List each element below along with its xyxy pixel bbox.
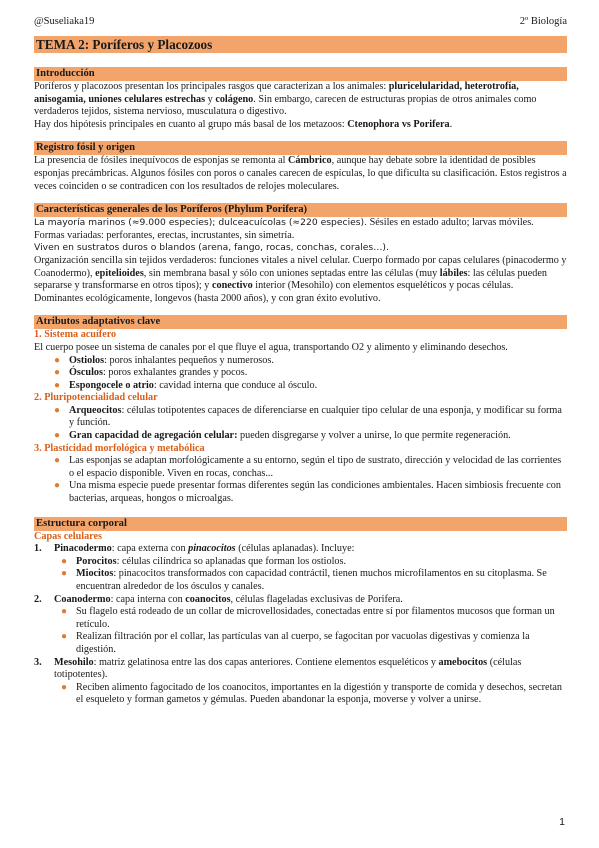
list-item-choanoderm: 2. Coanodermo: capa interna con coanocitos, células flageladas exclusivas de Porifera. ● Su flagelo está rodeado de un collar de microvellosidades, conectadas entre sí por filamentos mucosos que forman un retículo. ● Realizan filtración por el collar, las partículas van al cuerpo, se fagocitan por vacuolas digestivas y comienza la digestión. [34, 594, 567, 657]
section-heading-intro: Introducción [34, 67, 567, 81]
bullet-icon: ● [61, 681, 68, 693]
general-paragraph-organization: Organización sencilla sin tejidos verdaderos: funciones vitales a nivel celular. Cuerpo formado por capas celulares (pinacodermo y Coanodermo), epitelioides, sin membrana basal y sólo con uniones septadas entre las células (muy lábiles: las células pueden separarse y transformarse en otros tipos); y conectivo interior (Mesohilo) con elementos esqueléticos y pocas células. [34, 254, 567, 292]
list-item: ● Ostiolos: poros inhalantes pequeños y numerosos. [54, 354, 274, 366]
section-heading-body: Estructura corporal [34, 517, 567, 531]
bullet-icon: ● [54, 354, 61, 366]
section-heading-adaptive: Atributos adaptativos clave [34, 315, 567, 329]
bullet-icon: ● [61, 568, 68, 580]
list-item: ● Su flagelo está rodeado de un collar de microvellosidades, conectadas entre sí por filamentos mucosos que forman un retículo. [61, 606, 555, 630]
list-item: ● Ósculos: poros exhalantes grandes y pocos. [54, 367, 248, 379]
aquifer-text: El cuerpo posee un sistema de canales por el que fluye el agua, transportando O2 y alimento y eliminando desechos. [34, 341, 508, 353]
list-item: ● Una misma especie puede presentar formas diferentes según las condiciones ambientales. Hacen simbiosis frecuente con bacterias, arqueas, hongos o microalgas. [54, 480, 561, 505]
list-item: ● Realizan filtración por el collar, las partículas van al cuerpo, se fagocitan por vacuolas digestivas y comienza la digestión. [61, 631, 530, 655]
list-item: ● Las esponjas se adaptan morfológicamente a su entorno, según el tipo de sustrato, dirección y velocidad de las corrientes o el espacio disponible. Viven en rocas, conchas... [54, 455, 562, 479]
page-header [34, 16, 567, 32]
bullet-icon: ● [54, 404, 61, 416]
course-label: 2º Biología [519, 16, 567, 27]
choanoderm-sublist [54, 606, 567, 656]
author-handle: @Suseliaka19 [34, 16, 95, 27]
list-item: ● Porocitos: células cilíndrica so aplanadas que forman los ostiolos. [61, 555, 347, 567]
subheading-plasticity: 3. Plasticidad morfológica y metabólica [34, 442, 205, 454]
pinacoderm-sublist [54, 556, 567, 594]
list-item: ● Gran capacidad de agregación celular: pueden disgregarse y volver a unirse, lo que permite regeneración. [54, 430, 511, 442]
section-heading-fossil: Registro fósil y origen [34, 141, 567, 155]
bullet-icon: ● [54, 379, 61, 391]
bullet-icon: ● [61, 555, 68, 567]
general-paragraph-dominance: Dominantes ecológicamente, longevos (hasta 2000 años), y con gran éxito evolutivo. [34, 292, 381, 304]
bullet-icon: ● [61, 631, 68, 643]
bullet-icon: ● [54, 430, 61, 442]
fossil-paragraph: La presencia de fósiles inequívocos de esponjas se remonta al Cámbrico, aunque hay debate sobre la identidad de posibles esponjas precámbricas. Algunos fósiles con poros o canales carecen de espículas, lo que dificulta su clasificación. Estos registros a veces coinciden o se contradicen con los resultados de relojes moleculares. [34, 155, 567, 192]
bullet-icon: ● [54, 480, 61, 492]
intro-paragraph-2: Hay dos hipótesis principales en cuanto al grupo más basal de los metazoos: Ctenophora vs Porifera. [34, 118, 453, 130]
section-heading-general: Características generales de los Poríferos (Phylum Porifera) [34, 203, 567, 217]
list-item: ● Espongocele o atrio: cavidad interna que conduce al ósculo. [54, 379, 318, 391]
list-item: ● Reciben alimento fagocitado de los coanocitos, importantes en la digestión y transporte de comida y desechos, secretan el esqueleto y forman gametos y gémulas. Pueden abandonar la esponja, moverse y volver a unirse. [61, 681, 563, 706]
page [34, 16, 567, 707]
page-title: TEMA 2: Poríferos y Placozoos [34, 36, 567, 53]
subheading-aquifer-system: 1. Sistema acuífero [34, 329, 117, 341]
intro-paragraph-1: Poríferos y placozoos presentan los principales rasgos que caracterizan a los animales: pluricelularidad, heterotrofía, anisogamia, uniones celulares estrechas y colágeno. Sin embargo, carecen de estructuras propias de otros animales como verdaderos tejidos, sistema nervioso, musculatura o digestivo. [34, 81, 537, 118]
mesohyl-sublist [54, 682, 567, 707]
list-item-mesohyl: 3. Mesohilo: matriz gelatinosa entre las dos capas anteriores. Contiene elementos esqueléticos y amebocitos (células totipotentes). ● Reciben alimento fagocitado de los coanocitos, importantes en la digestión y transporte de comida y desechos, secretan el esqueleto y forman gametos y gémulas. Pueden abandonar la esponja, moverse y volver a unirse. [34, 657, 567, 707]
bullet-icon: ● [61, 606, 68, 618]
list-item: ● Miocitos: pinacocitos transformados con capacidad contráctil, tienen muchos microfilamentos en su citoplasma. Se encuentran alrededor de los ósculos y canales. [61, 568, 547, 592]
aquifer-list [34, 355, 567, 393]
subheading-pluripotency: 2. Pluripotencialidad celular [34, 392, 158, 404]
general-line-3: Viven en sustratos duros o blandos (arena, fango, rocas, conchas, corales…). [34, 242, 389, 254]
subheading-cell-layers: Capas celulares [34, 530, 103, 542]
list-item-pinacoderm: 1. Pinacodermo: capa externa con pinacocitos (células aplanadas). Incluye: ● Porocitos: células cilíndrica so aplanadas que forman los ostiolos. ● Miocitos: pinacocitos transformados con capacidad contráctil, tienen muchos microfilamentos en su citoplasma. Se encuentran alrededor de los ósculos y canales. [34, 543, 567, 593]
list-item: ● Arqueocitos: células totipotentes capaces de diferenciarse en cualquier tipo celular de una esponja, y modificar su forma y función. [54, 404, 562, 429]
general-line-2: Formas variadas: perforantes, erectas, incrustantes, sin simetría. [34, 229, 295, 241]
plasticity-list [34, 455, 567, 505]
cell-layers-list [34, 543, 567, 707]
page-number: 1 [559, 816, 565, 828]
bullet-icon: ● [54, 367, 61, 379]
general-line-1: La mayoría marinos (≈9.000 especies); dulceacuícolas (≈220 especies). Sésiles en estado adulto; larvas móviles. [34, 217, 534, 229]
bullet-icon: ● [54, 455, 61, 467]
pluripotency-list [34, 405, 567, 443]
